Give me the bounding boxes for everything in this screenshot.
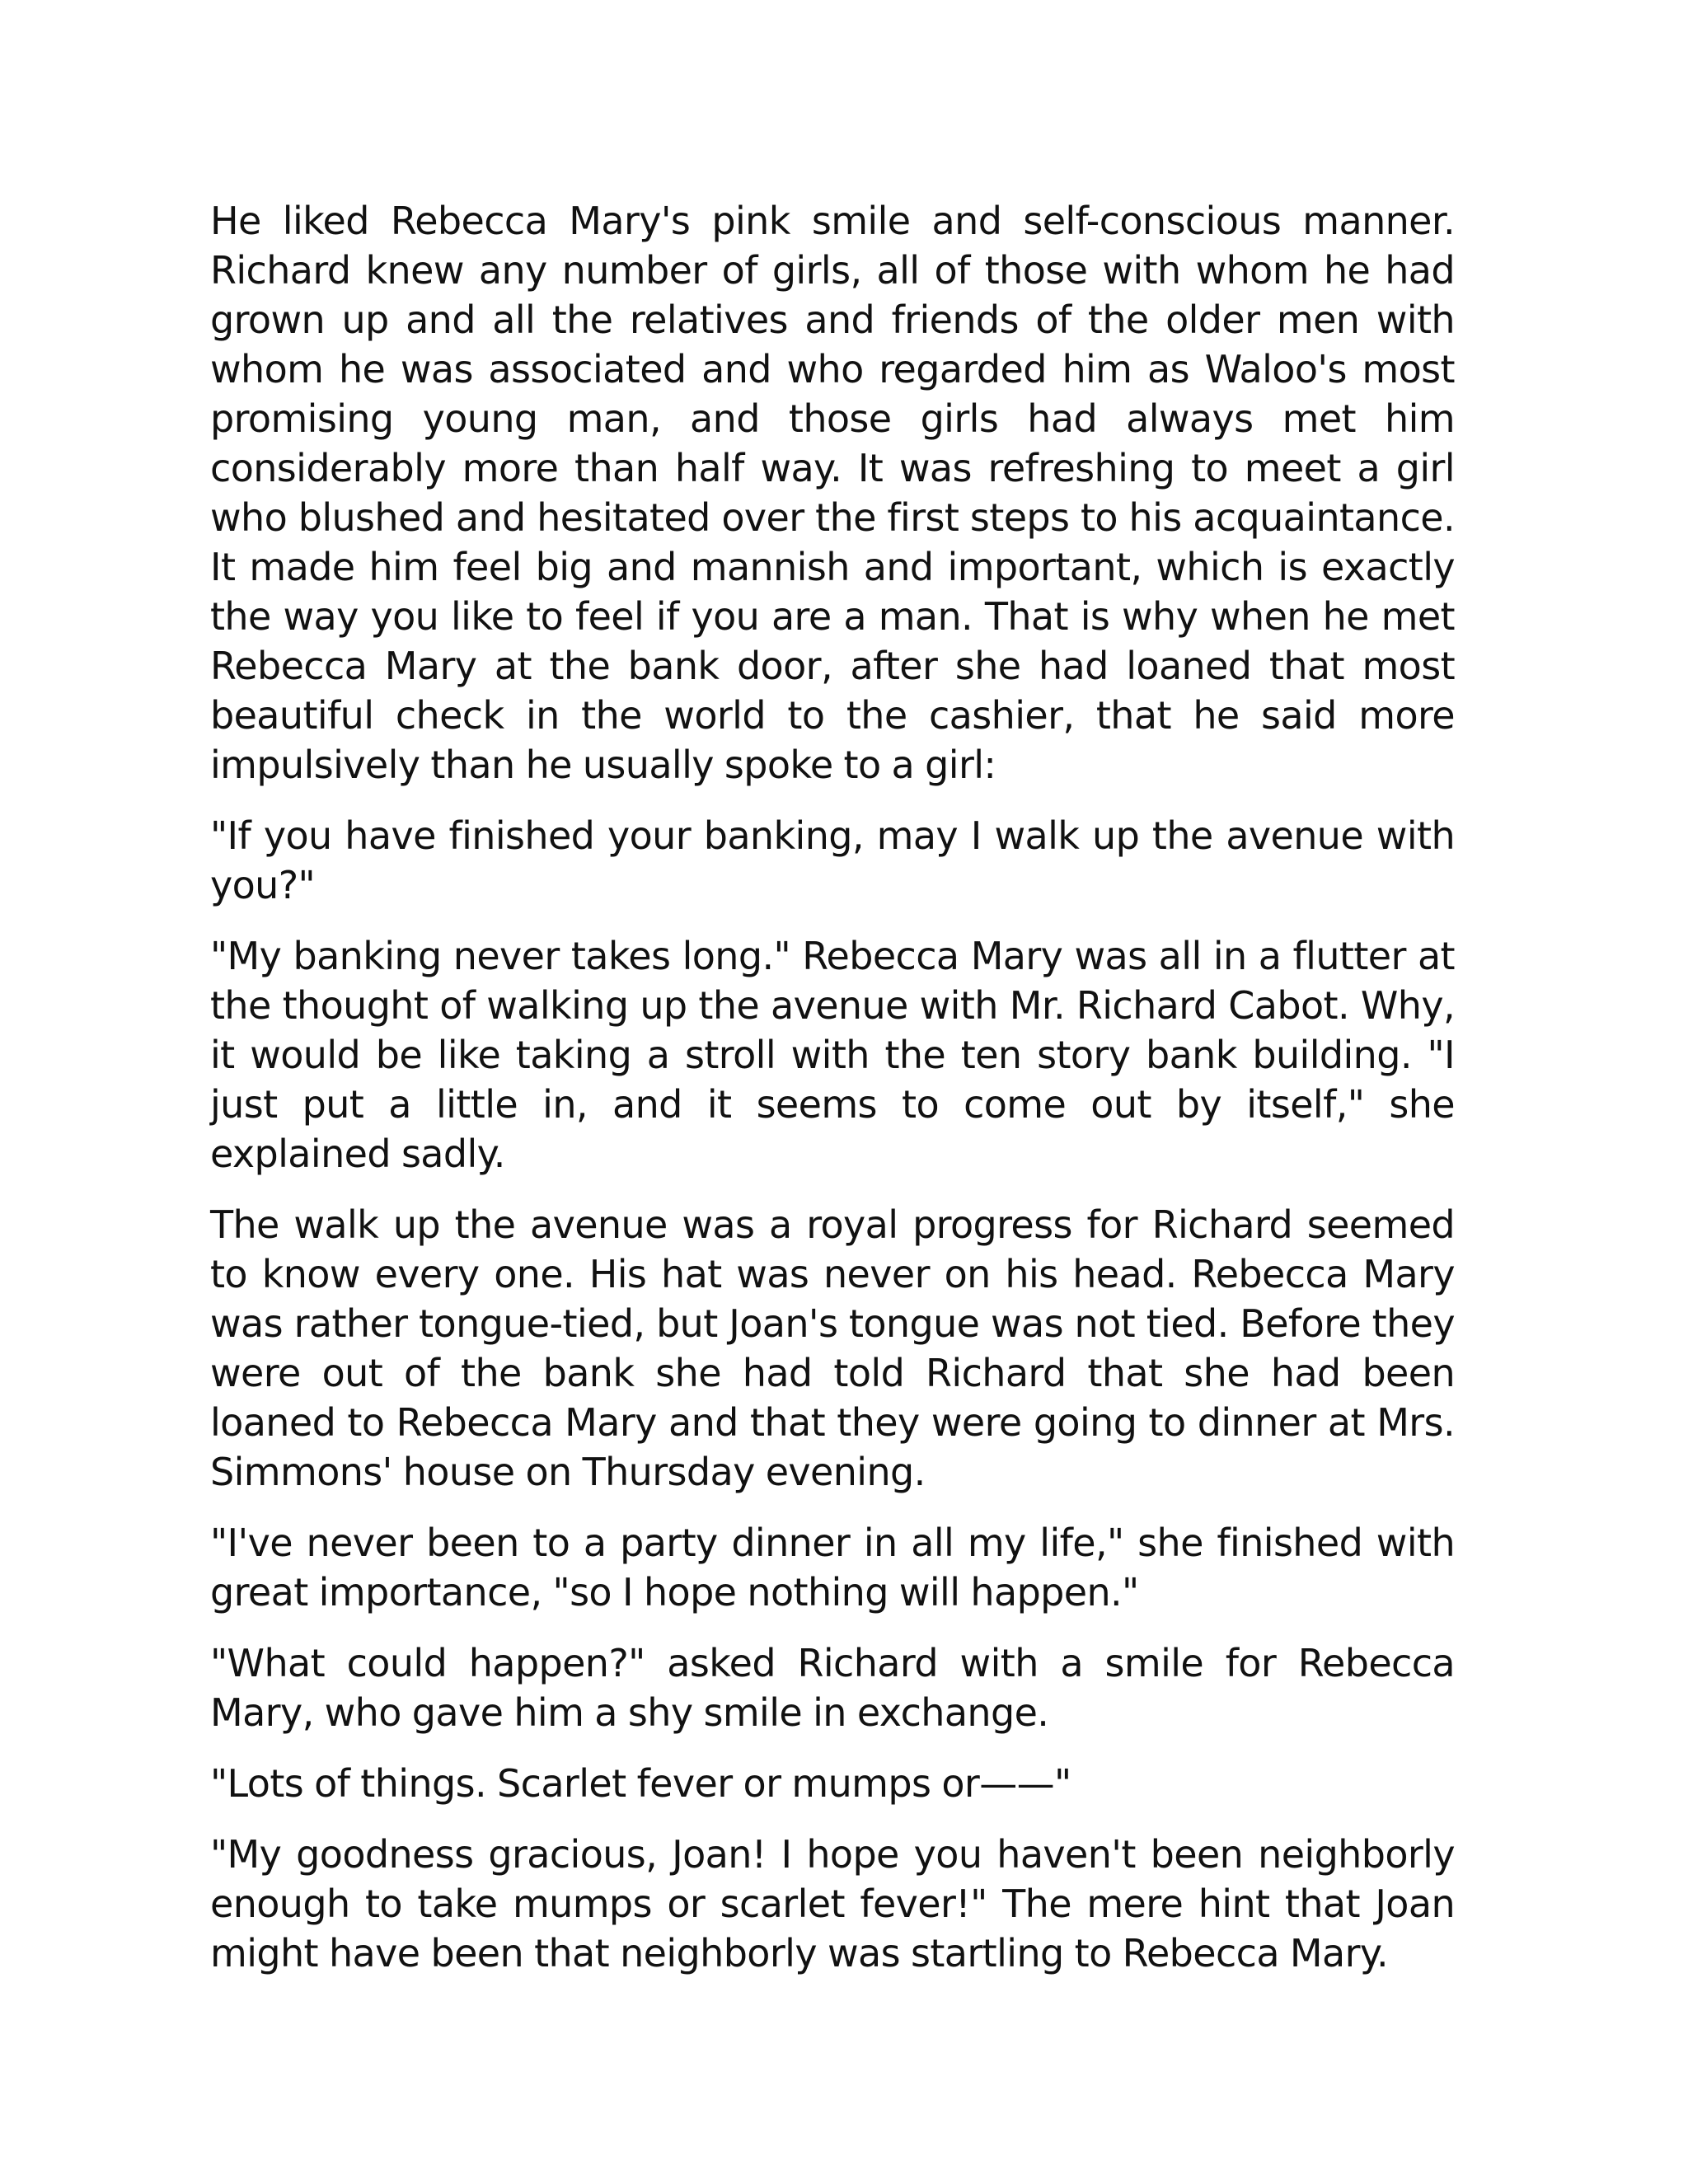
paragraph-7: "Lots of things. Scarlet fever or mumps or——" [210, 1761, 1071, 1806]
body-text [210, 196, 1455, 1999]
paragraph-4: The walk up the avenue was a royal progress for Richard seemed to know every one. His hat was never on his head. Rebecca Mary was rather tongue-tied, but Joan's tongue was not tied. Before they were out of the bank she had told Richard that she had been loaned to Rebecca Mary and that they were going to dinner at Mrs. Simmons' house on Thursday evening. [210, 1202, 1455, 1494]
paragraph-2: "If you have finished your banking, may I walk up the avenue with you?" [210, 813, 1455, 907]
paragraph-1: He liked Rebecca Mary's pink smile and self-conscious manner. Richard knew any number of girls, all of those with whom he had grown up and all the relatives and friends of the older men with whom he was associated and who regarded him as Waloo's most promising young man, and those girls had always met him considerably more than half way. It was refreshing to meet a girl who blushed and hesitated over the first steps to his acquaintance. It made him feel big and mannish and important, which is exactly the way you like to feel if you are a man. That is why when he met Rebecca Mary at the bank door, after she had loaned that most beautiful check in the world to the cashier, that he said more impulsively than he usually spoke to a girl: [210, 199, 1455, 787]
paragraph-3: "My banking never takes long." Rebecca Mary was all in a flutter at the thought of walking up the avenue with Mr. Richard Cabot. Why, it would be like taking a stroll with the ten story bank building. "I just put a little in, and it seems to come out by itself," she explained sadly. [210, 934, 1455, 1176]
paragraph-5: "I've never been to a party dinner in all my life," she finished with great importance, "so I hope nothing will happen." [210, 1521, 1455, 1615]
paragraph-6: "What could happen?" asked Richard with a smile for Rebecca Mary, who gave him a shy smile in exchange. [210, 1641, 1455, 1735]
paragraph-8: "My goodness gracious, Joan! I hope you haven't been neighborly enough to take mumps or scarlet fever!" The mere hint that Joan might have been that neighborly was startling to Rebecca Mary. [210, 1832, 1455, 1975]
